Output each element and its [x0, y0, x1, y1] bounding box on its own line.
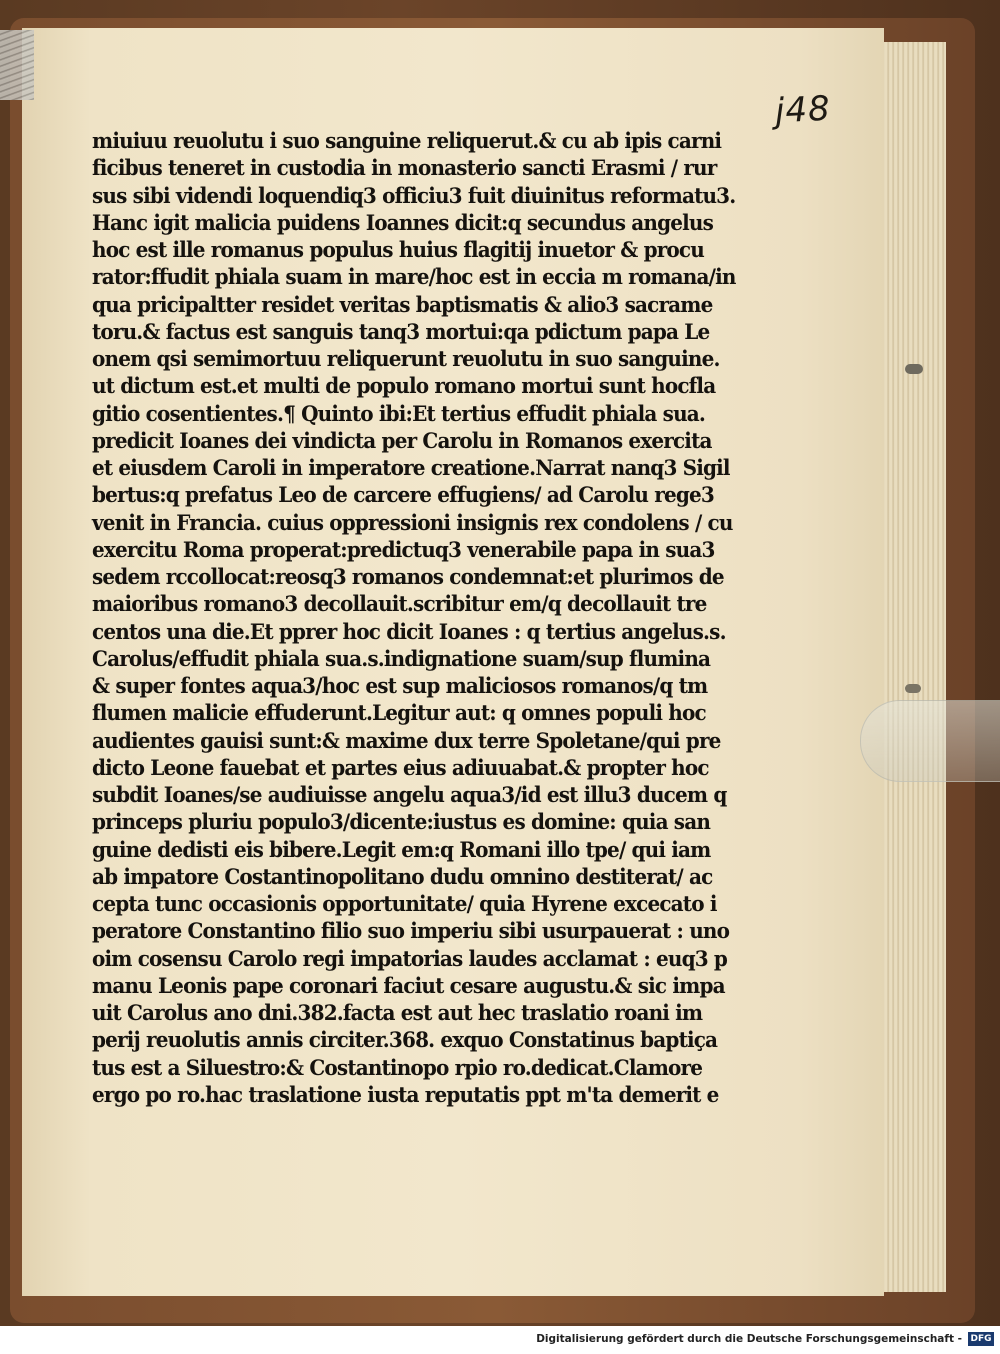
text-line: princeps pluriu populo3/dicente:iustus es domine: quia san	[92, 810, 711, 836]
text-line: dicto Leone fauebat et partes eius adiuuabat.& propter hoc	[92, 755, 709, 781]
text-line: ut dictum est.et multi de populo romano mortui sunt hocfla	[92, 374, 716, 400]
footer-bar	[0, 1326, 1000, 1354]
text-line: uit Carolus ano dni.382.facta est aut hec traslatio roani im	[92, 1001, 703, 1026]
text-line: ab impatore Costantinopolitano dudu omnino destiterat/ ac	[92, 864, 713, 890]
text-line: Carolus/effudit phiala sua.s.indignatione suam/sup flumina	[92, 646, 711, 672]
footer-credit: Digitalisierung gefördert durch die Deutsche Forschungsgemeinschaft -	[536, 1333, 962, 1345]
page-edges	[880, 42, 946, 1292]
text-line: ergo po ro.hac traslatione iusta reputatis ppt m'ta demerit e	[92, 1082, 719, 1108]
text-line: gitio cosentientes.¶ Quinto ibi:Et tertius effudit phiala sua.	[92, 401, 706, 427]
text-line: toru.& factus est sanguis tanq3 mortui:qa pdictum papa Le	[92, 319, 710, 345]
text-line: sus sibi videndi loquendiq3 officiu3 fuit diuinitus reformatu3.	[92, 183, 736, 209]
text-line: rator:ffudit phiala suam in mare/hoc est in eccia m romana/in	[92, 265, 736, 291]
text-line: venit in Francia. cuius oppressioni insignis rex condolens / cu	[92, 510, 733, 536]
text-line: tus est a Siluestro:& Costantinopo rpio ro.dedicat.Clamore	[92, 1055, 703, 1081]
text-line: exercitu Roma properat:predictuq3 venerabile papa in sua3	[92, 537, 715, 563]
text-block	[92, 128, 736, 1109]
folio-number: j48	[773, 88, 832, 132]
text-line: Hanc igit malicia puidens Ioannes dicit:q secundus angelus	[92, 210, 714, 236]
text-line: ficibus teneret in custodia in monasterio sancti Erasmi / rur	[92, 156, 717, 182]
text-line: audientes gauisi sunt:& maxime dux terre Spoletane/qui pre	[92, 728, 721, 754]
text-line: guine dedisti eis bibere.Legit em:q Romani illo tpe/ qui iam	[92, 837, 711, 863]
text-line: hoc est ille romanus populus huius flagitij inuetor & procu	[92, 238, 704, 263]
text-line: et eiusdem Caroli in imperatore creatione.Narrat nanq3 Sigil	[92, 456, 730, 481]
text-line: onem qsi semimortuu reliquerunt reuolutu in suo sanguine.	[92, 347, 720, 372]
text-line: perij reuolutis annis circiter.368. exquo Constatinus baptiça	[92, 1028, 718, 1054]
text-line: cepta tunc occasionis opportunitate/ quia Hyrene excecato i	[92, 892, 717, 917]
text-line: peratore Constantino filio suo imperiu sibi usurpauerat : uno	[92, 919, 730, 945]
text-line: predicit Ioanes dei vindicta per Carolu in Romanos exercita	[92, 428, 712, 454]
text-line: centos una die.Et pprer hoc dicit Ioanes : q tertius angelus.s.	[92, 619, 726, 645]
page-hole	[905, 364, 923, 374]
text-line: oim cosensu Carolo regi impatorias laudes acclamat : euq3 p	[92, 946, 728, 972]
page-hole	[905, 684, 921, 693]
binding-thread	[0, 30, 34, 100]
text-line: subdit Ioanes/se audiuisse angelu aqua3/id est illu3 ducem q	[92, 783, 727, 808]
dfg-logo: DFG	[968, 1332, 994, 1346]
text-line: sedem rccollocat:reosq3 romanos condemnat:et plurimos de	[92, 565, 724, 590]
text-line: miuiuu reuolutu i suo sanguine reliquerut.& cu ab ipis carni	[92, 129, 722, 154]
text-line: maioribus romano3 decollauit.scribitur em/q decollauit tre	[92, 592, 707, 618]
text-line: bertus:q prefatus Leo de carcere effugiens/ ad Carolu rege3	[92, 483, 714, 509]
page-clip	[860, 700, 1000, 782]
text-line: manu Leonis pape coronari faciut cesare augustu.& sic impa	[92, 973, 725, 999]
text-line: qua pricipaltter residet veritas baptismatis & alio3 sacrame	[92, 292, 713, 318]
text-line: & super fontes aqua3/hoc est sup maliciosos romanos/q tm	[92, 674, 708, 699]
text-line: flumen malicie effuderunt.Legitur aut: q omnes populi hoc	[92, 701, 706, 727]
